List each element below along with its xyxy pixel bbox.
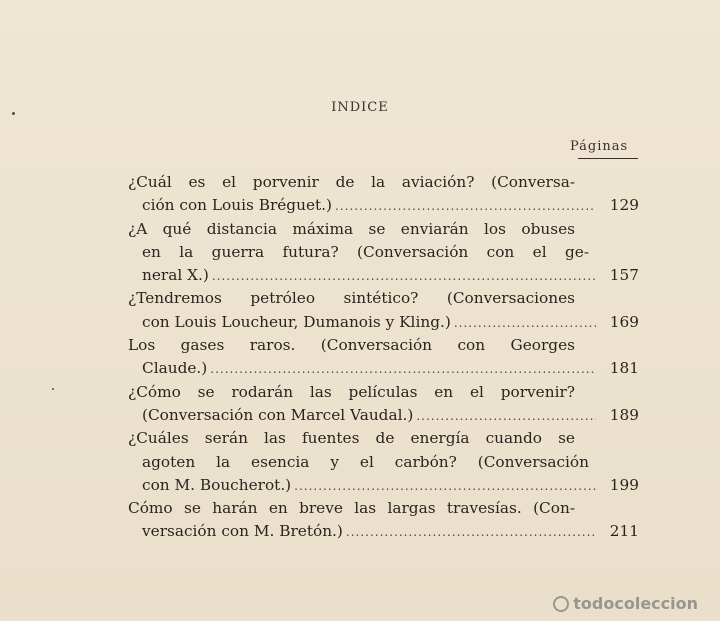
entry-text: Claude.) (142, 359, 208, 378)
watermark-text: todocoleccion (573, 594, 698, 613)
dot-leader (454, 312, 596, 334)
pages-header-rule (578, 158, 638, 159)
entry-text: ción con Louis Bréguet.) (142, 196, 332, 215)
toc-entry (128, 427, 639, 497)
entry-line: ¿A qué distancia máxima se enviarán los obuses (128, 219, 575, 238)
entry-line: en la guerra futura? (Conversación con el ge- (142, 242, 589, 261)
entry-last-line (128, 264, 639, 287)
page-number: 157 (609, 266, 639, 285)
entry-text: (Conversación con Marcel Vaudal.) (142, 405, 414, 424)
page-number: 169 (609, 312, 639, 331)
entry-line: ¿Cómo se rodarán las películas en el porvenir? (128, 382, 575, 401)
page-number: 199 (609, 475, 639, 494)
entry-line: ¿Cuál es el porvenir de la aviación? (Conversa- (128, 173, 575, 191)
paper-speck (52, 388, 54, 390)
entry-line: Cómo se harán en breve las largas travesías. (Con- (128, 499, 575, 518)
pages-column-header: Páginas (570, 139, 629, 154)
entry-last-line (128, 194, 639, 217)
watermark-icon (553, 596, 569, 612)
toc-entry (128, 381, 639, 428)
watermark-logo (553, 594, 698, 613)
page-number: 129 (609, 196, 639, 215)
entry-last-line (128, 474, 639, 497)
page-number: 181 (609, 359, 639, 378)
toc-entry (128, 218, 639, 288)
entry-last-line (128, 520, 639, 543)
entry-line: ¿Tendremos petróleo sintético? (Conversaciones (128, 289, 575, 308)
toc-entry (128, 171, 639, 218)
entry-text: versación con M. Bretón.) (142, 522, 343, 541)
dot-leader (210, 358, 596, 380)
dot-leader (335, 195, 596, 217)
dot-leader (294, 475, 596, 497)
entry-text: con Louis Loucheur, Dumanois y Kling.) (142, 312, 451, 331)
dot-leader (346, 521, 596, 543)
toc-entry (128, 287, 639, 334)
dot-leader (212, 265, 596, 287)
page-heading: INDICE (331, 100, 389, 115)
entry-text: con M. Boucherot.) (142, 475, 292, 494)
entry-line: Los gases raros. (Conversación con Georges (128, 336, 575, 355)
entry-last-line (128, 311, 639, 334)
page-number: 211 (609, 522, 639, 541)
dot-leader (416, 405, 596, 427)
entry-last-line (128, 357, 639, 380)
toc-entry (128, 497, 639, 544)
table-of-contents (128, 171, 639, 544)
entry-last-line (128, 404, 639, 427)
entry-line: agoten la esencia y el carbón? (Conversación (142, 452, 589, 471)
toc-entry (128, 334, 639, 381)
entry-line: ¿Cuáles serán las fuentes de energía cuando se (128, 429, 575, 448)
entry-text: neral X.) (142, 266, 209, 285)
paper-speck (12, 112, 15, 115)
page-number: 189 (609, 405, 639, 424)
